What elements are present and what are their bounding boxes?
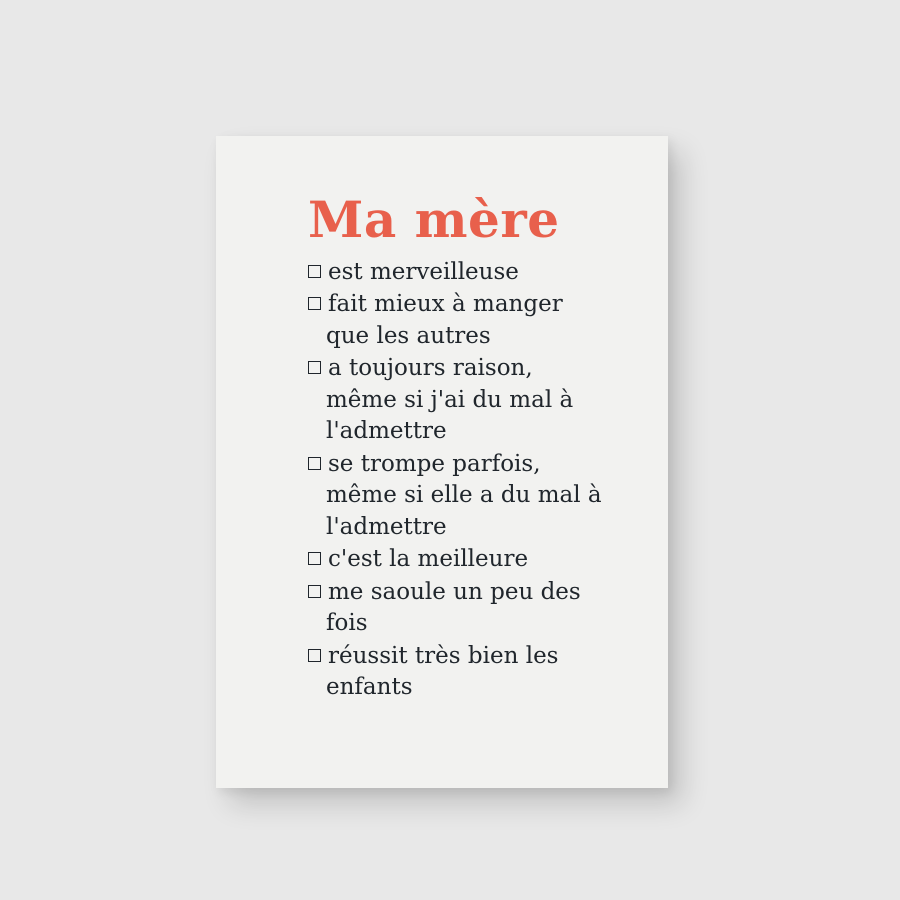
checklist (308, 257, 608, 704)
list-item-label: c'est la meilleure (328, 546, 529, 572)
list-item (308, 257, 608, 289)
list-item-label: a toujours raison, même si j'ai du mal à l'admettre (326, 355, 574, 444)
list-item-label: se trompe parfois, même si elle a du mal à l'admettre (326, 450, 602, 540)
list-item (308, 577, 608, 640)
list-item-label: me saoule un peu des fois (326, 578, 581, 636)
checkbox-icon[interactable] (308, 265, 321, 278)
poster-card (216, 136, 668, 788)
list-item-label: est merveilleuse (328, 258, 519, 285)
list-item (308, 449, 608, 544)
checkbox-icon[interactable] (308, 361, 321, 374)
list-item (308, 544, 608, 576)
list-item-label: réussit très bien les enfants (326, 642, 559, 700)
checkbox-icon[interactable] (308, 585, 321, 598)
list-item (308, 641, 608, 704)
checkbox-icon[interactable] (308, 552, 321, 565)
checkbox-icon[interactable] (308, 457, 321, 470)
checkbox-icon[interactable] (308, 297, 321, 310)
list-item (308, 289, 608, 352)
page-title: Ma mère (308, 190, 560, 249)
checkbox-icon[interactable] (308, 649, 321, 662)
list-item-label: fait mieux à manger que les autres (326, 291, 563, 349)
list-item (308, 353, 608, 448)
poster-content (216, 136, 668, 788)
